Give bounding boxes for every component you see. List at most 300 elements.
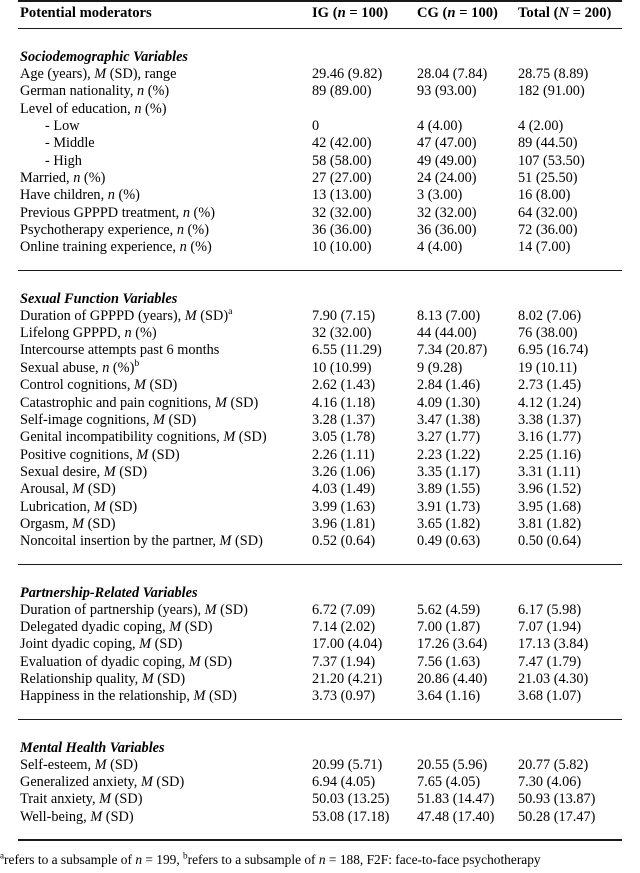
table-row <box>18 205 622 222</box>
cell-ig: 10 (10.00) <box>312 239 372 256</box>
cell-total <box>518 101 622 118</box>
cell-cg: 3.91 (1.73) <box>417 498 481 515</box>
row-label-symbol: n <box>182 204 190 221</box>
cell-ig: 3.73 (0.97) <box>312 688 376 705</box>
row-label <box>18 170 312 187</box>
footnote-text-4: = 188, F2F: face-to-face psychotherapy <box>325 852 541 867</box>
cell-ig: 29.46 (9.82) <box>312 66 383 82</box>
cell-cg: 7.65 (4.05) <box>417 774 481 790</box>
cell-ig: 4.03 (1.49) <box>312 481 376 498</box>
cell-cg: 93 (93.00) <box>417 83 477 100</box>
header-symbol-total: N <box>558 5 569 21</box>
cell-cg: 9 (9.28) <box>417 359 463 376</box>
cell-cg: 4 (4.00) <box>417 118 463 135</box>
row-label-symbol: M <box>90 808 103 825</box>
row-label <box>18 222 312 239</box>
row-label <box>18 83 312 100</box>
cell-total: 7.30 (4.06) <box>518 774 582 790</box>
row-label <box>18 101 312 118</box>
row-label-post: (SD) <box>153 670 186 687</box>
table-row <box>18 791 622 808</box>
row-label <box>18 118 312 135</box>
table-row <box>18 602 622 619</box>
row-label-symbol: n <box>124 325 132 342</box>
row-label <box>18 636 312 653</box>
cell-cg: 51.83 (14.47) <box>417 791 495 808</box>
row-label-pre: Have children, <box>20 187 108 204</box>
cell-ig: 2.26 (1.11) <box>312 446 375 463</box>
section-heading-label: Partnership-Related Variables <box>20 584 198 601</box>
section-heading <box>18 739 622 757</box>
section-top-gap <box>18 271 622 290</box>
cell-cg: 28.04 (7.84) <box>417 66 488 82</box>
row-label-pre: Online training experience, <box>20 239 180 256</box>
row-label-post: (SD) <box>115 463 148 480</box>
cell-ig: 17.00 (4.04) <box>312 636 383 653</box>
cell-ig: 7.14 (2.02) <box>312 618 376 635</box>
row-label-post: (SD) <box>84 515 116 532</box>
cell-ig: 4.16 (1.18) <box>312 394 376 411</box>
cell-cg: 49 (49.00) <box>417 152 477 169</box>
section-gap <box>18 257 622 271</box>
row-label-superscript: a <box>228 306 233 318</box>
row-label-symbol: M <box>140 774 153 790</box>
row-label-symbol: M <box>72 481 85 498</box>
cell-total: 0.50 (0.64) <box>518 533 582 550</box>
row-label-symbol: M <box>169 618 182 635</box>
table-row <box>18 83 622 100</box>
cell-cg: 17.26 (3.64) <box>417 636 488 653</box>
row-label-pre: Relationship quality, <box>20 670 142 687</box>
row-label-pre: Sexual abuse, <box>20 359 103 376</box>
cell-ig: 6.72 (7.09) <box>312 601 376 618</box>
row-label-symbol: M <box>204 601 217 618</box>
table-row <box>18 654 622 671</box>
cell-cg: 3 (3.00) <box>417 187 463 204</box>
footnote-symbol-1: n <box>135 852 143 867</box>
column-header-cg <box>417 2 518 29</box>
section-heading-label: Mental Health Variables <box>20 739 165 756</box>
row-label-post: (SD) <box>196 307 229 324</box>
table-row <box>18 464 622 481</box>
row-label <box>18 809 312 826</box>
row-label-pre: Trait anxiety, <box>20 791 100 808</box>
column-header-ig <box>312 2 417 29</box>
header-text-cg: CG <box>417 5 439 21</box>
cell-cg <box>417 101 518 118</box>
cell-ig: 53.08 (17.18) <box>312 808 390 825</box>
cell-total: 4 (2.00) <box>518 118 564 135</box>
cell-total: 76 (38.00) <box>518 325 578 342</box>
section-bottom-gap <box>18 826 622 840</box>
cell-ig: 3.26 (1.06) <box>312 463 376 480</box>
row-label-post: (SD) <box>145 377 178 394</box>
cell-cg: 20.86 (4.40) <box>417 670 488 687</box>
table-row <box>18 395 622 412</box>
cell-cg: 3.27 (1.77) <box>417 429 481 446</box>
cell-ig: 6.55 (11.29) <box>312 342 382 359</box>
cell-cg: 4.09 (1.30) <box>417 394 481 411</box>
cell-ig: 0.52 (0.64) <box>312 533 376 550</box>
row-label-pre: - High <box>45 152 82 169</box>
row-label-post: (SD) <box>105 498 138 515</box>
cell-total: 182 (91.00) <box>518 83 585 100</box>
row-label-pre: Control cognitions, <box>20 377 134 394</box>
cell-ig: 7.90 (7.15) <box>312 307 376 324</box>
row-label <box>18 516 312 533</box>
cell-cg: 3.35 (1.17) <box>417 463 481 480</box>
section-heading-label: Sociodemographic Variables <box>20 49 188 65</box>
row-label-post: (SD) <box>148 446 180 463</box>
table-row <box>18 688 622 705</box>
cell-total: 3.31 (1.11) <box>518 463 581 480</box>
table-row <box>18 671 622 688</box>
cell-ig: 50.03 (13.25) <box>312 791 390 808</box>
footnote-symbol-2: n <box>318 852 326 867</box>
cell-ig: 27 (27.00) <box>312 170 372 187</box>
cell-total: 107 (53.50) <box>518 152 585 169</box>
table-row <box>18 809 622 826</box>
cell-total: 2.25 (1.16) <box>518 446 582 463</box>
cell-cg: 0.49 (0.63) <box>417 533 481 550</box>
row-label-pre: Psychotherapy experience, <box>20 222 177 239</box>
cell-total: 20.77 (5.82) <box>518 756 589 773</box>
cell-total: 50.93 (13.87) <box>518 791 596 808</box>
row-label-symbol: M <box>153 411 165 428</box>
row-label-pre: Intercourse attempts past 6 months <box>20 342 220 359</box>
cell-total: 3.68 (1.07) <box>518 688 582 705</box>
cell-total: 6.17 (5.98) <box>518 601 582 618</box>
cell-ig: 42 (42.00) <box>312 135 372 152</box>
row-label-symbol: M <box>139 636 152 653</box>
row-label <box>18 464 312 481</box>
cell-cg: 2.84 (1.46) <box>417 377 481 394</box>
cell-cg: 7.34 (20.87) <box>417 342 488 359</box>
row-label-pre: Age (years), <box>20 66 95 82</box>
row-label-post: (%) <box>144 83 170 100</box>
cell-cg: 7.56 (1.63) <box>417 653 481 670</box>
cell-cg: 20.55 (5.96) <box>417 756 488 773</box>
row-label-symbol: M <box>94 756 107 773</box>
cell-ig: 2.62 (1.43) <box>312 377 376 394</box>
cell-ig: 3.99 (1.63) <box>312 498 376 515</box>
section-heading-label: Sexual Function Variables <box>20 290 178 307</box>
row-label-symbol: M <box>136 446 149 463</box>
row-label-pre: Orgasm, <box>20 515 73 532</box>
cell-total: 3.96 (1.52) <box>518 481 582 498</box>
row-label <box>18 153 312 170</box>
row-label-symbol: n <box>107 187 115 204</box>
row-label <box>18 499 312 516</box>
header-symbol-ig: n <box>337 5 346 21</box>
row-label-post: (%) <box>114 187 140 204</box>
row-label-post: (SD) <box>181 618 213 635</box>
row-label-post: (SD) <box>84 481 116 498</box>
table-row <box>18 153 622 170</box>
cell-total: 3.81 (1.82) <box>518 515 582 532</box>
row-label <box>18 187 312 204</box>
table-head <box>18 1 622 29</box>
row-label-post: (SD) <box>102 808 134 825</box>
row-label-pre: Joint dyadic coping, <box>20 636 140 653</box>
row-label-pre: Positive cognitions, <box>20 446 137 463</box>
table-row <box>18 135 622 152</box>
header-text-total: Total <box>518 5 550 21</box>
row-label-symbol: n <box>137 83 145 100</box>
cell-total: 16 (8.00) <box>518 187 571 204</box>
column-header-label <box>18 2 312 29</box>
row-label-pre: Noncoital insertion by the partner, <box>20 533 220 550</box>
row-label-post: (%) <box>80 170 106 187</box>
table-row <box>18 308 622 325</box>
row-label-pre: Previous GPPPD treatment, <box>20 204 183 221</box>
row-label-post: (%) <box>131 325 157 342</box>
cell-cg: 4 (4.00) <box>417 239 463 256</box>
row-label-pre: Delegated dyadic coping, <box>20 618 170 635</box>
cell-ig <box>312 101 417 118</box>
row-label-post: (SD) <box>106 756 138 773</box>
footnote-text-1: refers to a subsample of <box>4 852 136 867</box>
row-label <box>18 66 312 83</box>
row-label-symbol: n <box>134 100 142 117</box>
cell-ig: 13 (13.00) <box>312 187 372 204</box>
row-label-pre: Arousal, <box>20 481 73 498</box>
row-label-pre: Happiness in the relationship, <box>20 688 194 705</box>
cell-total: 6.95 (16.74) <box>518 342 589 359</box>
row-label <box>18 481 312 498</box>
table-row <box>18 757 622 774</box>
row-label <box>18 688 312 705</box>
row-label-symbol: n <box>102 359 110 376</box>
section-top-gap <box>18 565 622 584</box>
cell-cg: 8.13 (7.00) <box>417 307 481 324</box>
cell-cg: 24 (24.00) <box>417 170 477 187</box>
row-label-post: (SD) <box>216 601 248 618</box>
row-label-post: (SD) <box>111 791 143 808</box>
table-row <box>18 447 622 464</box>
table-foot <box>18 840 622 841</box>
row-label-post: (%) <box>189 204 215 221</box>
table-row <box>18 636 622 653</box>
cell-ig: 6.94 (4.05) <box>312 774 376 790</box>
cell-total: 3.38 (1.37) <box>518 411 582 428</box>
row-label <box>18 135 312 152</box>
row-label <box>18 429 312 446</box>
table-row <box>18 412 622 429</box>
table-row <box>18 377 622 394</box>
row-label-symbol: M <box>214 394 227 411</box>
cell-ig: 36 (36.00) <box>312 222 372 239</box>
cell-cg: 7.00 (1.87) <box>417 618 481 635</box>
cell-cg: 3.89 (1.55) <box>417 481 481 498</box>
row-label-pre: Level of education, <box>20 100 135 117</box>
row-label <box>18 239 312 256</box>
cell-total: 4.12 (1.24) <box>518 394 582 411</box>
cell-total: 17.13 (3.84) <box>518 636 589 653</box>
header-paren-open-total: ( <box>553 5 559 21</box>
row-label-pre: Generalized anxiety, <box>20 774 141 790</box>
row-label-post: (%) <box>186 239 212 256</box>
table-row <box>18 118 622 135</box>
cell-total: 19 (10.11) <box>518 359 578 376</box>
cell-ig: 3.05 (1.78) <box>312 429 376 446</box>
cell-ig: 3.28 (1.37) <box>312 411 376 428</box>
cell-cg: 47 (47.00) <box>417 135 477 152</box>
row-label-pre: Duration of GPPPD (years), <box>20 307 185 324</box>
row-label-symbol: M <box>94 66 107 82</box>
cell-ig: 10 (10.99) <box>312 359 372 376</box>
section-heading <box>18 584 622 602</box>
row-label-pre: Evaluation of dyadic coping, <box>20 653 189 670</box>
row-label <box>18 308 312 325</box>
row-label-post: (%) <box>141 100 167 117</box>
row-label-symbol: n <box>179 239 187 256</box>
row-label-pre: Married, <box>20 170 74 187</box>
table-row <box>18 342 622 359</box>
header-row <box>18 2 622 29</box>
row-label-post: (SD) <box>164 411 197 428</box>
cell-total: 2.73 (1.45) <box>518 377 582 394</box>
cell-cg: 36 (36.00) <box>417 222 477 239</box>
header-paren-open-ig: ( <box>332 5 338 21</box>
row-label-symbol: M <box>99 791 112 808</box>
row-label-superscript: b <box>134 358 140 370</box>
header-paren-ig: = 100) <box>345 5 389 21</box>
row-label <box>18 671 312 688</box>
section-gap <box>18 551 622 565</box>
header-paren-open-cg: ( <box>442 5 448 21</box>
section-heading <box>18 290 622 308</box>
moderators-table <box>18 0 622 841</box>
row-label <box>18 654 312 671</box>
header-text-ig: IG <box>312 5 330 21</box>
row-label <box>18 757 312 774</box>
cell-total: 28.75 (8.89) <box>518 66 589 82</box>
table-row <box>18 66 622 83</box>
cell-total: 7.07 (1.94) <box>518 618 582 635</box>
row-label <box>18 447 312 464</box>
cell-total: 51 (25.50) <box>518 170 578 187</box>
cell-total: 7.47 (1.79) <box>518 653 582 670</box>
table-row <box>18 170 622 187</box>
cell-ig: 21.20 (4.21) <box>312 670 383 687</box>
header-text-label: Potential moderators <box>20 5 152 21</box>
row-label-pre: German nationality, <box>20 83 137 100</box>
footnote-text-3: refers to a subsample of <box>187 852 319 867</box>
row-label <box>18 360 312 377</box>
cell-cg: 3.47 (1.38) <box>417 411 481 428</box>
table-row <box>18 516 622 533</box>
row-label <box>18 533 312 550</box>
row-label-symbol: M <box>193 688 206 705</box>
cell-cg: 44 (44.00) <box>417 325 477 342</box>
table-row <box>18 481 622 498</box>
cell-ig: 89 (89.00) <box>312 83 372 100</box>
row-label-post: (SD) <box>231 533 263 550</box>
footnote-marker-a: a <box>0 850 5 861</box>
row-label <box>18 619 312 636</box>
cell-ig: 0 <box>312 118 320 135</box>
row-label <box>18 791 312 808</box>
row-label <box>18 774 312 791</box>
row-label <box>18 325 312 342</box>
cell-ig: 3.96 (1.81) <box>312 515 376 532</box>
cell-total: 3.16 (1.77) <box>518 429 582 446</box>
row-label-pre: Self-image cognitions, <box>20 411 154 428</box>
row-label-pre: Sexual desire, <box>20 463 104 480</box>
row-label <box>18 602 312 619</box>
row-label-symbol: M <box>103 463 116 480</box>
row-label-symbol: M <box>93 498 106 515</box>
row-label-symbol: M <box>223 429 236 446</box>
table-row <box>18 533 622 550</box>
footnote-text-2: = 199, <box>142 852 184 867</box>
row-label-symbol: M <box>133 377 146 394</box>
cell-cg: 3.64 (1.16) <box>417 688 481 705</box>
row-label <box>18 395 312 412</box>
cell-total: 8.02 (7.06) <box>518 307 582 324</box>
row-label-pre: Lubrication, <box>20 498 94 515</box>
table-body <box>18 29 622 840</box>
row-label <box>18 412 312 429</box>
column-header-total <box>518 2 622 29</box>
row-label-post: (SD) <box>235 429 267 446</box>
row-label-pre: Catastrophic and pain cognitions, <box>20 394 215 411</box>
row-label-post: (%) <box>183 222 209 239</box>
row-label-symbol: n <box>73 170 81 187</box>
cell-cg: 47.48 (17.40) <box>417 808 495 825</box>
table-row <box>18 239 622 256</box>
footnote-marker-b: b <box>183 850 188 861</box>
row-label-pre: Duration of partnership (years), <box>20 601 205 618</box>
cell-total: 14 (7.00) <box>518 239 571 256</box>
row-label-symbol: M <box>184 307 197 324</box>
section-top-gap <box>18 720 622 739</box>
cell-total: 89 (44.50) <box>518 135 578 152</box>
cell-total: 64 (32.00) <box>518 204 578 221</box>
table-row <box>18 429 622 446</box>
cell-ig: 32 (32.00) <box>312 325 372 342</box>
row-label-post: (SD) <box>200 653 233 670</box>
cell-ig: 32 (32.00) <box>312 204 372 221</box>
cell-total: 21.03 (4.30) <box>518 670 589 687</box>
rule-bottom <box>18 840 622 841</box>
row-label-symbol: M <box>72 515 85 532</box>
header-symbol-cg: n <box>447 5 456 21</box>
table-row <box>18 360 622 377</box>
cell-total: 3.95 (1.68) <box>518 498 582 515</box>
row-label-pre: Lifelong GPPPD, <box>20 325 125 342</box>
row-label-pre: Self-esteem, <box>20 756 95 773</box>
row-label-symbol: M <box>141 670 154 687</box>
row-label-post: (SD), range <box>106 66 177 82</box>
row-label-pre: Genital incompatibility cognitions, <box>20 429 224 446</box>
cell-ig: 58 (58.00) <box>312 152 372 169</box>
row-label-pre: - Middle <box>45 135 95 152</box>
cell-ig: 7.37 (1.94) <box>312 653 376 670</box>
section-top-gap <box>18 29 622 48</box>
cell-cg: 5.62 (4.59) <box>417 601 481 618</box>
row-label-post: (SD) <box>152 774 185 790</box>
cell-ig: 20.99 (5.71) <box>312 756 383 773</box>
table-row <box>18 619 622 636</box>
table-row <box>18 774 622 791</box>
cell-cg: 2.23 (1.22) <box>417 446 481 463</box>
cell-total: 72 (36.00) <box>518 222 578 239</box>
table-row <box>18 101 622 118</box>
row-label-pre: - Low <box>45 118 80 135</box>
cell-cg: 3.65 (1.82) <box>417 515 481 532</box>
